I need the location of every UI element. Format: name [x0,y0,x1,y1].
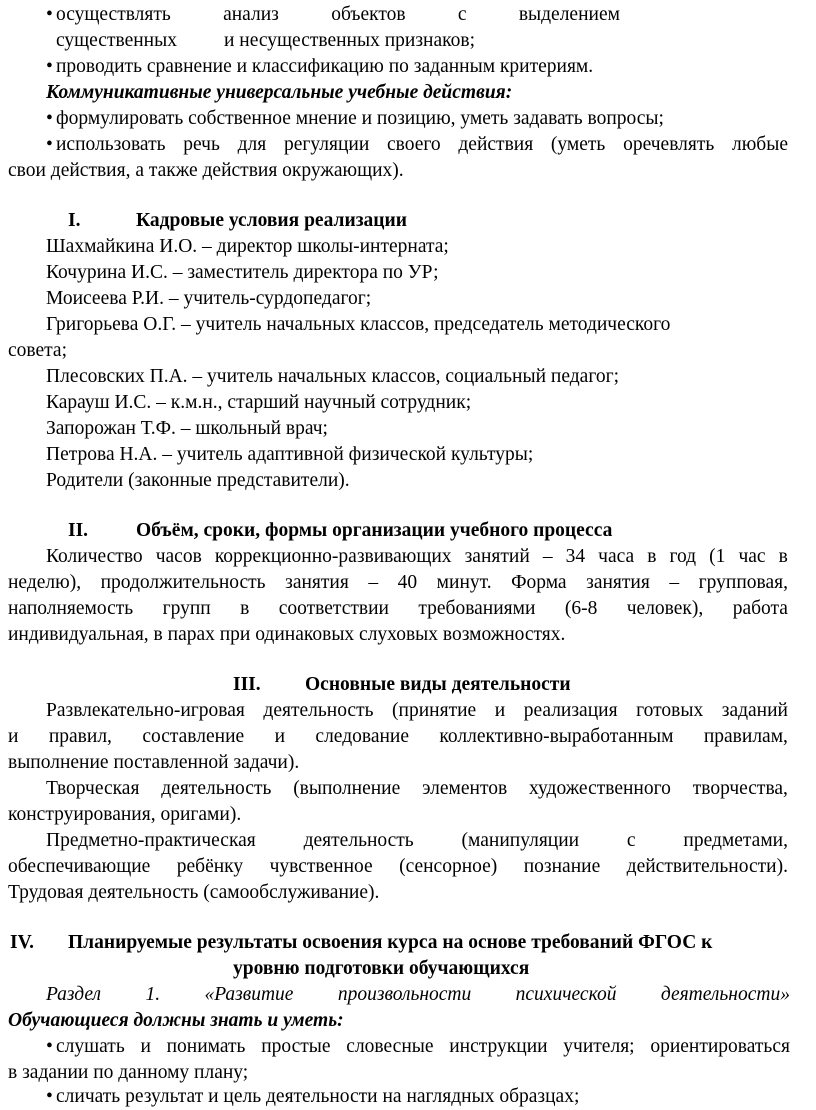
bullet-speech-marker: • [46,134,53,155]
section-2-paragraph-line1: Количество часов коррекционно-развивающих занятий – 34 часа в год (1 час в [46,546,788,567]
staff-item: Кочурина И.С. – заместитель директора по УР; [46,262,439,283]
staff-item: Моисеева Р.И. – учитель-сурдопедагог; [46,288,372,309]
staff-item: Петрова Н.А. – учитель адаптивной физической культуры; [46,444,534,465]
section-1-title: Кадровые условия реализации [136,210,407,231]
staff-item: совета; [8,340,67,361]
section-1-number: I. [68,210,81,231]
bullet-analysis-words: осуществлять анализ объектов с выделением [56,4,620,25]
result-compare: • сличать результат и цель деятельности на наглядных образцах; [46,1086,580,1107]
staff-item: Шахмайкина И.О. – директор школы-интерната; [46,236,449,257]
staff-item: Плесовских П.А. – учитель начальных классов, социальный педагог; [46,366,619,387]
staff-item: Родители (законные представители). [46,470,350,491]
staff-item: Карауш И.С. – к.м.н., старший научный сотрудник; [46,392,472,413]
section-3-title: Основные виды деятельности [305,674,571,695]
section-2-paragraph-line3: наполняемость групп в соответствии требованиями (6-8 человек), работа [8,598,788,619]
communicative-heading: Коммуникативные универсальные учебные действия: [46,82,513,103]
activity-practical-line2: обеспечивающие ребёнку чувственное (сенсорное) познание действительности). [8,856,788,877]
bullet-analysis-line2-rest: и несущественных признаков; [224,30,475,51]
section-2-paragraph-line4: индивидуальная, в парах при одинаковых слуховых возможностях. [8,624,566,645]
activity-labor: Трудовая деятельность (самообслуживание). [8,882,380,903]
bullet-formulate: • формулировать собственное мнение и позицию, уметь задавать вопросы; [46,108,664,129]
bullet-analysis-line2: существенных [56,30,177,51]
section-3-number: III. [233,674,261,695]
section-2-paragraph-line2: неделю), продолжительность занятия – 40 минут. Форма занятия – групповая, [8,572,788,593]
activity-play-line1: Развлекательно-игровая деятельность (принятие и реализация готовых заданий [46,700,788,721]
result-listen-line2: в задании по данному плану; [8,1062,249,1083]
bullet-speech-line2: свои действия, а также действия окружающих). [8,160,404,181]
activity-practical-line1: Предметно-практическая деятельность (манипуляции с предметами, [46,830,788,851]
section-2-title: Объём, сроки, формы организации учебного процесса [136,520,613,541]
section-2-number: II. [68,520,89,541]
know-heading: Обучающиеся должны знать и уметь: [8,1010,344,1031]
staff-item: Григорьева О.Г. – учитель начальных классов, председатель методического [46,314,671,335]
result-bullet-marker: • [46,1036,53,1057]
bullet-speech-line1: использовать речь для регуляции своего действия (уметь оречевлять любые [56,134,788,155]
staff-item: Запорожан Т.Ф. – школьный врач; [46,418,328,439]
activity-play-line3: выполнение поставленной задачи). [8,752,300,773]
section-4-title-line1: Планируемые результаты освоения курса на основе требований ФГОС к [68,932,713,953]
bullet-analysis-line1: • [46,4,53,25]
section-4-title-line2: уровню подготовки обучающихся [233,958,530,979]
activity-play-line2: и правил, составление и следование коллективно-выработанным правилам, [8,726,788,747]
section-4-number: IV. [10,932,35,953]
result-listen-line1: слушать и понимать простые словесные инструкции учителя; ориентироваться [56,1036,790,1057]
bullet-comparison: • проводить сравнение и классификацию по заданным критериям. [46,56,594,77]
subsection-heading: Раздел 1. «Развитие произвольности психической деятельности» [46,984,790,1005]
activity-creative-line1: Творческая деятельность (выполнение элементов художественного творчества, [46,778,788,799]
activity-creative-line2: конструирования, оригами). [8,804,242,825]
